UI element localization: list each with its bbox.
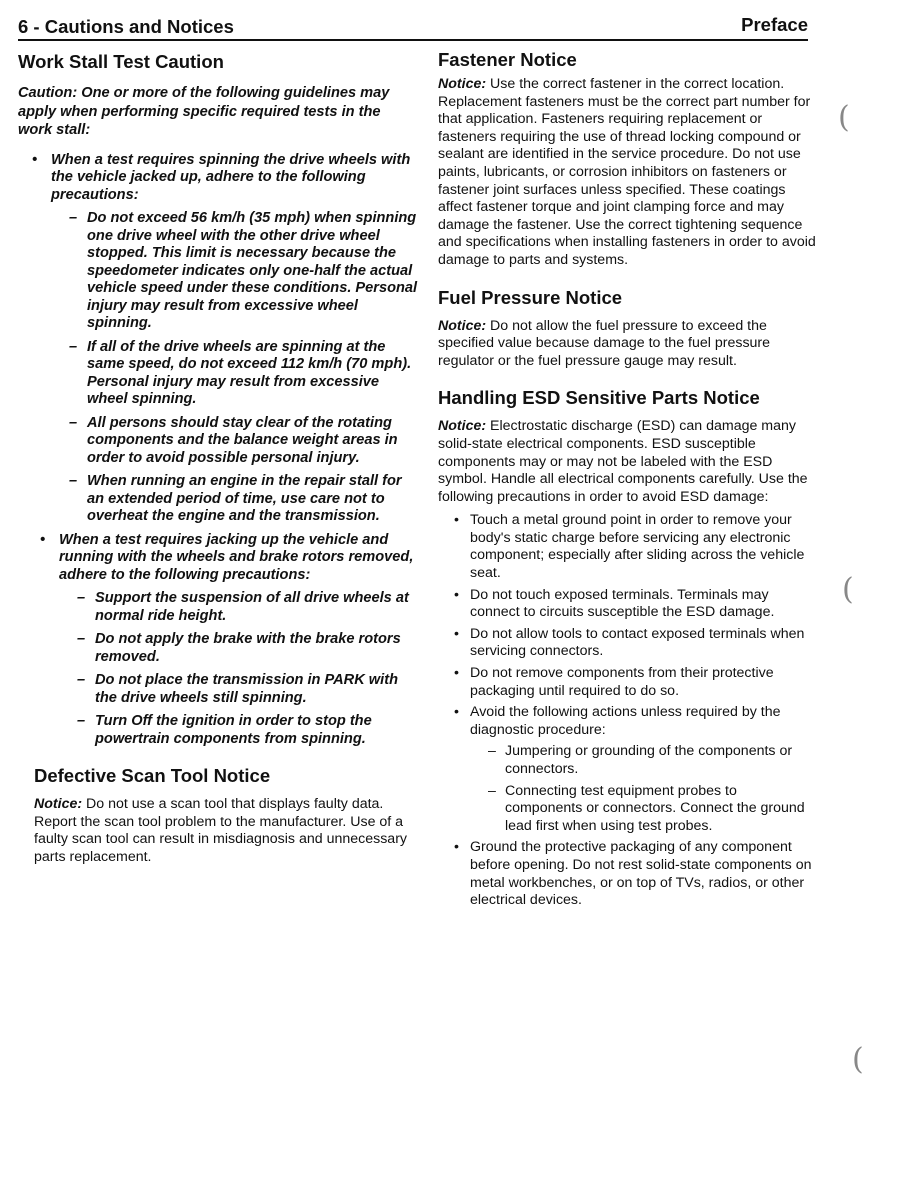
- chapter-title: Preface: [741, 14, 808, 35]
- notice-text: Do not allow the fuel pressure to exceed the specified value because damage to the fuel pressure regulator or the fuel pressure gauge may result.: [438, 317, 771, 369]
- fastener-heading: Fastener Notice: [438, 49, 577, 70]
- notice-text: Do not use a scan tool that displays faulty data. Report the scan tool problem to the manufacturer. Use of a faulty scan tool can result in misdiagnosis and unnecessary parts replacement.: [34, 796, 408, 865]
- esd-notice: [438, 418, 818, 506]
- work-stall-intro: Caution: One or more of the following guidelines may apply when performing specific required tests in the work stall:: [18, 85, 390, 138]
- fuel-pressure-section: [438, 286, 818, 371]
- list-item: • Do not remove components from their protective packaging until required to do so.: [454, 665, 818, 700]
- list-item: [32, 152, 418, 526]
- list-item: – Turn Off the ignition in order to stop the powertrain components from spinning.: [77, 713, 418, 748]
- scan-tool-heading: Defective Scan Tool Notice: [34, 765, 271, 786]
- list-item: • Do not touch exposed terminals. Terminals may connect to circuits susceptible the ESD damage.: [454, 587, 818, 622]
- notice-text: Use the correct fastener in the correct location. Replacement fasteners must be the correct part number for that application. Fasteners requiring replacement or fasteners requiring the use of thread locking compound or sealant are identified in the service procedure. Do not use paints, lubricants, or corrosion inhibitors on fasteners or fastener joint surfaces unless specified. These coatings affect fastener torque and joint clamping force and may damage the fastener. Use the correct tightening sequence and specifications when installing fasteners in order to avoid damage to parts and systems.: [438, 76, 816, 268]
- list-item: [40, 532, 418, 749]
- notice-label: Notice:: [34, 796, 83, 812]
- notice-label: Notice:: [438, 418, 487, 435]
- sublist: [51, 210, 418, 526]
- list-item: – Jumpering or grounding of the components or connectors.: [488, 743, 818, 778]
- esd-heading: Handling ESD Sensitive Parts Notice: [438, 387, 760, 409]
- sublist: [59, 590, 418, 748]
- margin-mark: (: [838, 100, 850, 135]
- list-item: – Do not apply the brake with the brake rotors removed.: [77, 631, 418, 666]
- bullet-text: When a test requires jacking up the vehicle and running with the wheels and brake rotors removed, adhere to the following precautions:: [59, 531, 414, 583]
- notice-label: Notice:: [438, 317, 487, 334]
- margin-mark: (: [842, 572, 854, 607]
- page-header: [18, 14, 808, 40]
- list-item: – All persons should stay clear of the rotating components and the balance weight areas in order to avoid possible personal injury.: [69, 415, 418, 468]
- work-stall-section: [18, 50, 418, 748]
- list-item: • Touch a metal ground point in order to remove your body's static charge before servicing any electronic component; especially after sliding across the vehicle seat.: [454, 512, 818, 582]
- fastener-section: [438, 48, 818, 270]
- notice-text: Electrostatic discharge (ESD) can damage many solid-state electrical components. ESD susceptible components may or may not be labeled with the ESD symbol. Handle all electrical components carefully. Use the following precautions in order to avoid ESD damage:: [438, 418, 808, 505]
- list-item: • Do not allow tools to contact exposed terminals when servicing connectors.: [454, 626, 818, 661]
- esd-section: [438, 386, 818, 909]
- right-column: [438, 48, 818, 914]
- esd-list: [438, 512, 818, 909]
- list-item: – If all of the drive wheels are spinning at the same speed, do not exceed 112 km/h (70 mph). Personal injury may result from excessive wheel spinning.: [69, 339, 418, 409]
- list-item: • Ground the protective packaging of any component before opening. Do not rest solid-state components on metal workbenches, or on top of TVs, radios, or other electrical devices.: [454, 839, 818, 909]
- list-item: – Do not exceed 56 km/h (35 mph) when spinning one drive wheel with the other drive wheel stopped. This limit is necessary because the speedometer indicates only one-half the actual vehicle speed under these conditions. Personal injury may result from excessive wheel spinning.: [69, 210, 418, 333]
- list-item: [454, 704, 818, 835]
- notice-label: Notice:: [438, 76, 487, 92]
- margin-mark: (: [852, 1042, 864, 1077]
- work-stall-list: [18, 152, 418, 749]
- fastener-notice: [438, 76, 818, 270]
- sublist: [470, 743, 818, 835]
- bullet-text: When a test requires spinning the drive wheels with the vehicle jacked up, adhere to the following precautions:: [51, 151, 411, 203]
- left-column: [18, 50, 418, 866]
- fuel-pressure-heading: Fuel Pressure Notice: [438, 286, 623, 308]
- header-rule: [18, 39, 808, 41]
- section-title: 6 - Cautions and Notices: [18, 16, 234, 37]
- work-stall-heading: Work Stall Test Caution: [18, 51, 224, 72]
- list-item: – Do not place the transmission in PARK with the drive wheels still spinning.: [77, 672, 418, 707]
- scan-tool-section: [18, 764, 414, 866]
- list-item: – When running an engine in the repair stall for an extended period of time, use care not to overheat the engine and the transmission.: [69, 473, 418, 526]
- list-item: – Connecting test equipment probes to components or connectors. Connect the ground lead first when using test probes.: [488, 783, 818, 836]
- fuel-pressure-notice: [438, 318, 818, 371]
- bullet-text: Avoid the following actions unless required by the diagnostic procedure:: [470, 704, 781, 738]
- list-item: – Support the suspension of all drive wheels at normal ride height.: [77, 590, 418, 625]
- scan-tool-notice: [34, 796, 414, 866]
